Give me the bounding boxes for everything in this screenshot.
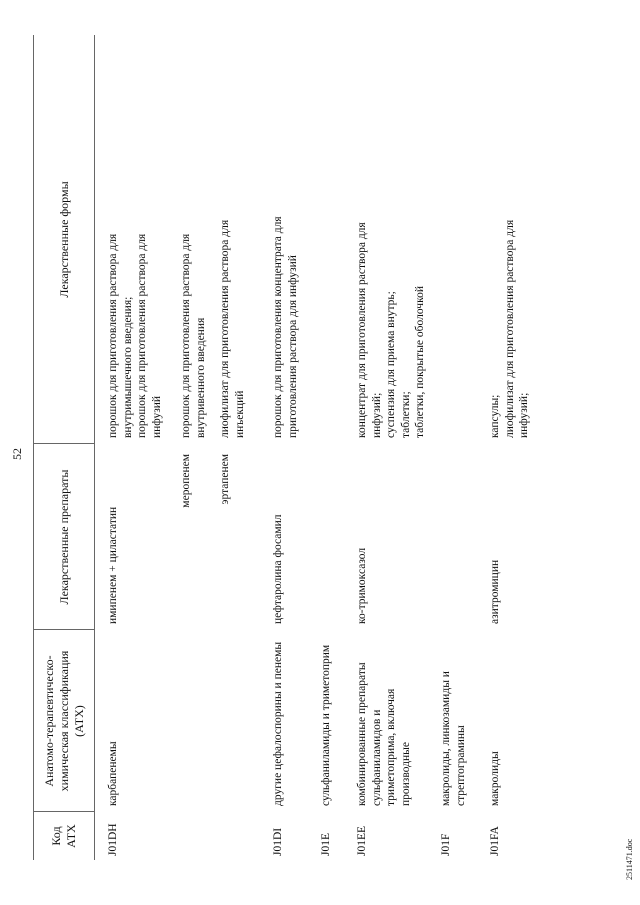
drug-table [33, 35, 530, 860]
row-code: J01F [440, 833, 452, 856]
row-form: капсулы; лиофилизат для приготовления раствора для инфузий; [489, 219, 530, 438]
row-atx: макролиды, линкозамиды и стрептограмины [440, 671, 467, 806]
row-form: порошок для приготовления концентрата для приготовления раствора для инфузий [272, 216, 299, 438]
row-atx: макролиды [489, 751, 501, 806]
row-form: порошок для приготовления раствора для внутримышечного введения; порошок для приготовления раствора для инфузий [107, 233, 163, 438]
table-header [33, 35, 95, 860]
row-code: J01DH [107, 823, 119, 856]
row-drug: ко-тримоксазол [356, 547, 368, 624]
row-drug: цефтаролина фосамил [272, 514, 284, 624]
row-form: концентрат для приготовления раствора для инфузий; суспензия для приема внутрь; таблетки; таблетки, покрытые оболочкой [356, 222, 426, 438]
row-drug: эртапенем [219, 454, 231, 505]
row-code: J01EE [356, 825, 368, 856]
row-code: J01FA [489, 826, 501, 856]
row-code: J01DI [272, 827, 284, 856]
footer-filename: 2511471.doc [625, 838, 634, 880]
row-form: порошок для приготовления раствора для внутривенного введения [180, 233, 207, 438]
row-atx: другие цефалоспорины и пенемы [272, 641, 284, 806]
row-drug: имипенем + циластатин [107, 506, 119, 624]
header-code: Код АТХ [49, 824, 78, 848]
row-atx: карбапенемы [107, 741, 119, 806]
header-atx: Анатомо-терапевтическо-химическая классификация (АТХ) [41, 650, 86, 792]
row-drug: меропенем [180, 454, 192, 508]
row-atx: сульфаниламиды и триметоприм [320, 644, 332, 806]
row-drug: азитромицин [489, 559, 501, 624]
row-code: J01E [320, 833, 332, 856]
row-form: лиофилизат для приготовления раствора для инъекций [219, 219, 246, 438]
header-forms: Лекарственные формы [56, 181, 71, 298]
row-atx: комбинированные препараты сульфаниламидов и триметоприма, включая производные [356, 662, 412, 806]
header-drugs: Лекарственные препараты [56, 469, 71, 605]
page-number: 52 [10, 448, 24, 460]
rotated-page [0, 10, 640, 890]
